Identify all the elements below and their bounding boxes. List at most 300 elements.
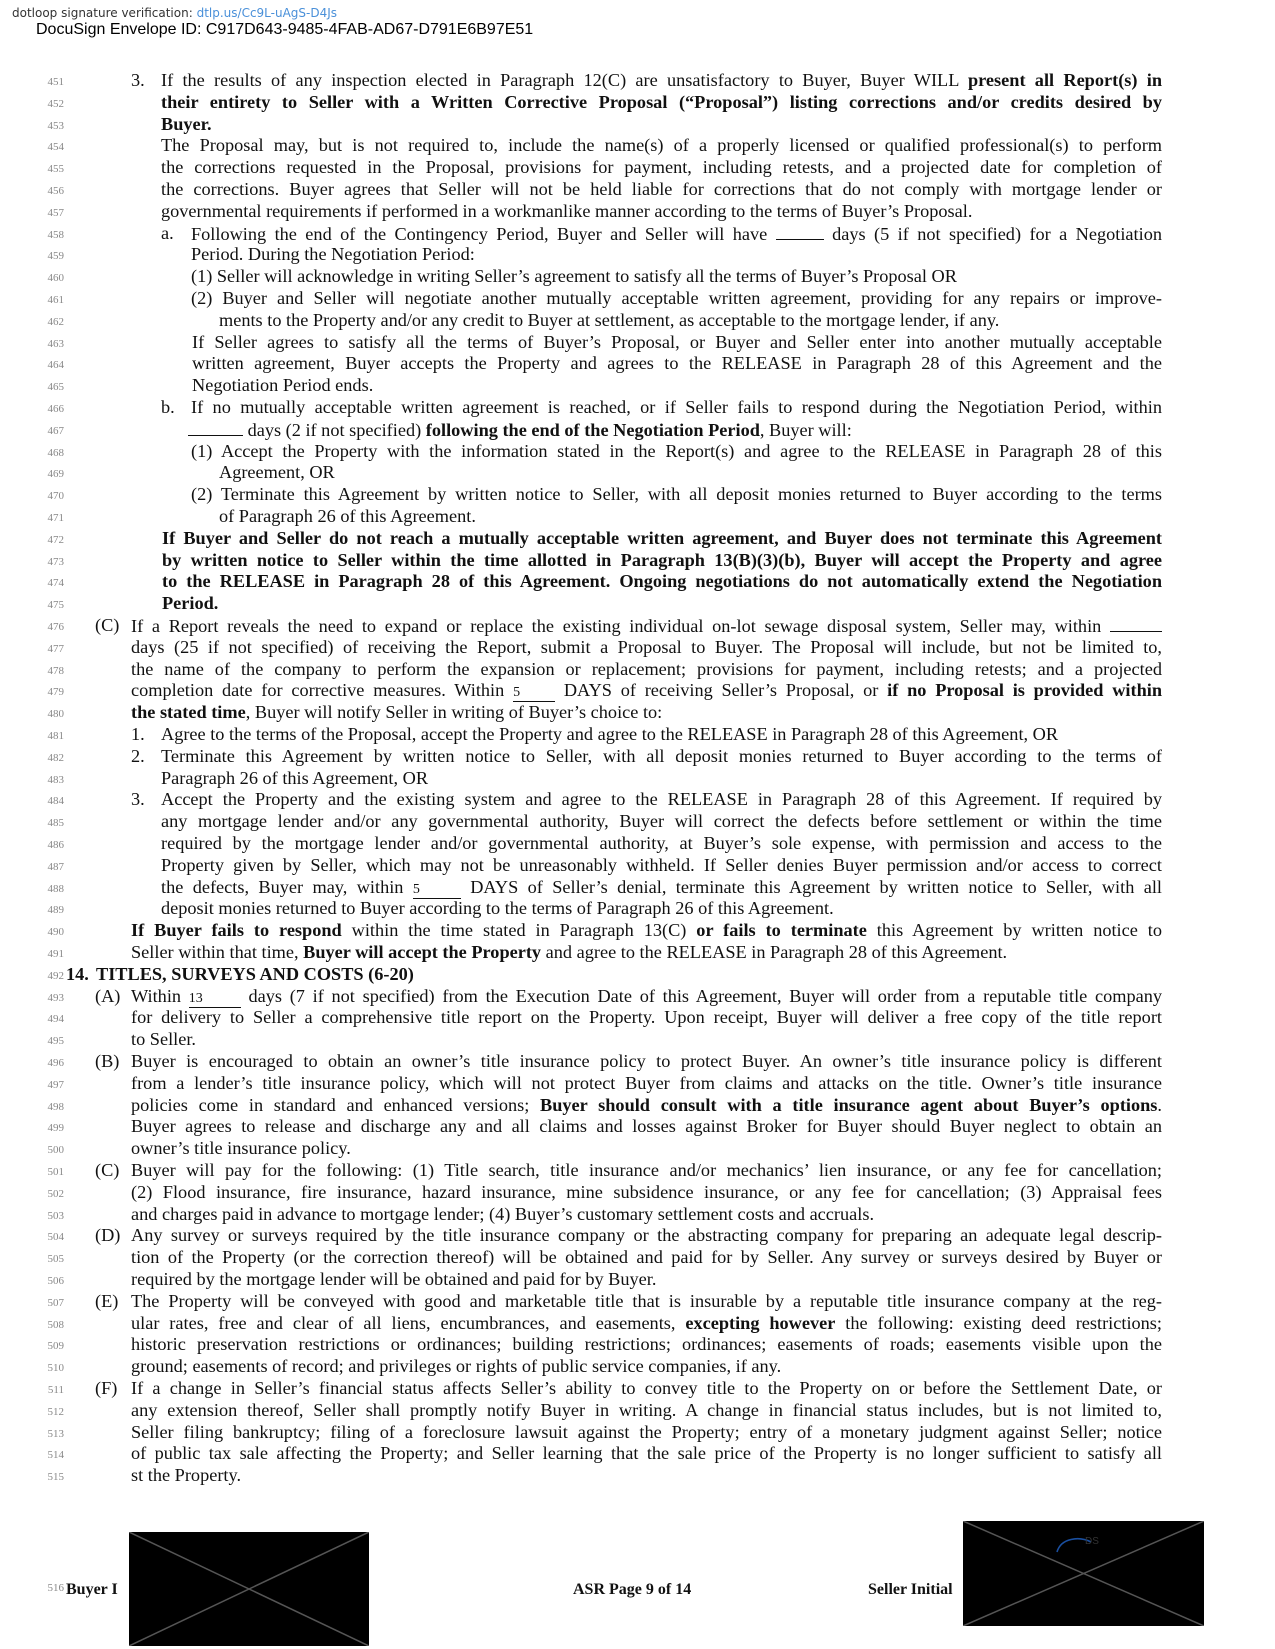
line-text [191,243,475,266]
signature-verification [12,6,337,20]
line-text [161,156,1162,179]
text-line [0,134,1275,157]
clause-label: 3. [131,789,145,810]
text-segment: historic preservation restrictions or ordinances; building restrictions; ordinances; easements of roads; easements visible upon the [131,1334,1162,1355]
text-line [0,1421,1275,1444]
text-segment: If a change in Seller’s financial status affects Seller’s ability to convey title to the Property on or before the Settlement Date, or [131,1378,1162,1398]
text-segment: and agree to the RELEASE in Paragraph 28 of this Agreement. [541,942,1008,962]
text-segment: ments to the Property and/or any credit to Buyer at settlement, as acceptable to the mortgage lender, if any. [219,309,1000,330]
line-number: 459 [47,250,64,263]
text-line [0,1137,1275,1160]
line-number: 504 [47,1231,64,1244]
text-line [0,222,1275,245]
text-segment: Property given by Seller, which may not be unreasonably withheld. If Seller denies Buyer permission and/or access to correct [161,854,1162,875]
text-line [0,265,1275,288]
text-line [0,614,1275,637]
text-segment: Within [131,985,189,1006]
line-number: 462 [47,315,64,328]
text-line [0,1181,1275,1204]
line-text [96,963,414,986]
line-text [161,134,1162,157]
text-line [0,897,1275,920]
text-line [0,309,1275,332]
line-number: 495 [47,1035,64,1048]
line-text [131,1333,1162,1356]
line-number: 500 [47,1144,64,1157]
text-line [0,1377,1275,1400]
text-segment: any mortgage lender and/or any governmental authority, Buyer will correct the defects before settlement or within the time [161,811,1162,832]
text-segment: the name of the company to perform the expansion or replacement; provisions for payment, including retests; and a projected [131,658,1162,679]
bold-text: Buyer should consult with a title insurance agent about Buyer’s options [540,1094,1158,1115]
text-segment: If no mutually acceptable written agreement is reached, or if Seller fails to respond during the Negotiation Period, within [191,397,1162,417]
text-segment: ular rates, free and clear of all liens, encumbrances, and easements, [131,1312,686,1333]
line-number: 479 [47,686,64,699]
text-segment: required by the mortgage lender will be obtained and paid for by Buyer. [131,1269,657,1289]
line-number: 492 [47,969,64,982]
text-segment: (1) Seller will acknowledge in writing Seller’s agreement to satisfy all the terms of Buyer’s Proposal OR [191,266,957,287]
text-segment: to Seller. [131,1029,196,1050]
line-number: 473 [47,555,64,568]
text-segment: the following: existing deed restrictions; [835,1312,1162,1333]
text-line [0,1050,1275,1073]
line-text [191,265,957,288]
text-line [0,1290,1275,1313]
line-number: 508 [47,1318,64,1331]
envelope-id: DocuSign Envelope ID: C917D643-9485-4FAB-AD67-D791E6B97E51 [36,21,534,38]
text-segment: Seller within that time, [131,942,304,962]
line-number: 498 [47,1100,64,1113]
buyer-initials-label: Buyer I [66,1581,118,1598]
line-number: 496 [47,1057,64,1069]
line-number: 477 [47,642,64,655]
bold-text: following the end of the Negotiation Period [425,419,760,440]
line-text [131,1094,1162,1117]
text-line [0,374,1275,397]
line-number: 469 [47,468,64,481]
text-segment: , Buyer will notify Seller in writing of Buyer’s choice to: [245,702,663,723]
line-number: 487 [47,860,64,873]
line-text [192,352,1162,375]
line-number: 467 [47,424,64,437]
text-line [0,1268,1275,1291]
text-segment: written agreement, Buyer accepts the Property and agrees to the RELEASE in Paragraph 28 of this Agreement and the [192,353,1162,374]
text-line [0,876,1275,899]
line-text [191,483,1162,506]
line-number: 456 [47,185,64,197]
text-segment: of public tax sale affecting the Property; and Seller learning that the sale price of the Property is no longer sufficient to satisfy all [131,1443,1162,1464]
text-segment: and charges paid in advance to mortgage lender; (4) Buyer’s customary settlement costs and accruals. [131,1203,875,1224]
text-line [0,418,1275,441]
text-line [0,1006,1275,1029]
text-segment: for delivery to Seller a comprehensive title report on the Property. Upon receipt, Buyer will deliver a free copy of the title report [131,1007,1162,1028]
text-segment: Buyer is encouraged to obtain an owner’s title insurance policy to protect Buyer. An owner’s title insurance policy is different [131,1051,1162,1071]
text-line [0,527,1275,550]
line-text [131,658,1162,681]
text-segment: DAYS of Seller’s denial, terminate this Agreement by written notice to Seller, with all [460,876,1162,897]
line-number: 453 [47,119,64,132]
text-segment: ground; easements of record; and privileges or rights of public service companies, if any. [131,1356,782,1377]
line-number: 470 [47,490,64,503]
line-number: 483 [47,773,64,786]
line-number: 455 [47,163,64,176]
text-segment: tion of the Property (or the correction thereof) will be obtained and paid for by Seller. Any survey or surveys desired by Buyer or [131,1247,1162,1268]
line-text [131,1312,1162,1335]
bold-text: or fails to terminate [696,920,867,941]
line-text [161,876,1162,899]
text-line [0,701,1275,724]
text-line [0,636,1275,659]
line-number: 511 [47,1384,64,1396]
line-number: 497 [47,1078,64,1091]
clause-label: (E) [95,1290,119,1311]
text-segment: Agreement, OR [219,462,335,483]
text-line [0,352,1275,375]
text-segment: Paragraph 26 of this Agreement, OR [161,767,429,788]
line-text [131,1072,1162,1095]
text-line [0,592,1275,615]
line-number: 464 [47,359,64,372]
line-text [131,919,1162,942]
text-segment: governmental requirements if performed in a workmanlike manner according to the terms of Buyer’s Proposal. [161,200,973,221]
text-line [0,1115,1275,1138]
line-text [131,1050,1162,1073]
text-line [0,243,1275,266]
text-segment: policies come in standard and enhanced versions; [131,1094,541,1115]
text-line [0,69,1275,92]
bold-text: to the RELEASE in Paragraph 28 of this Agreement. Ongoing negotiations do not automatically extend the Negotiation [162,571,1162,592]
text-line [0,1355,1275,1378]
verification-label: dotloop signature verification: [12,6,193,20]
line-text [131,1268,656,1291]
line-text [161,788,1162,811]
line-text [131,614,1162,637]
line-number: 489 [47,904,64,917]
line-number: 509 [47,1340,64,1353]
text-line [0,1399,1275,1422]
text-line [0,854,1275,877]
text-segment: If the results of any inspection elected in Paragraph 12(C) are unsatisfactory to Buyer, Buyer WILL [161,70,968,90]
line-number: 506 [47,1275,64,1287]
text-line [0,985,1275,1008]
line-text [219,309,999,332]
text-line [0,1028,1275,1051]
text-segment: required by the mortgage lender and/or governmental authority, at Buyer’s sole expense, with permission and access to the [161,833,1162,853]
text-segment: Following the end of the Contingency Period, Buyer and Seller will have [191,223,776,244]
text-line [0,1464,1275,1487]
text-line [0,788,1275,811]
line-number: 490 [47,926,64,939]
clause-label: (F) [95,1378,118,1398]
line-number: 452 [47,97,64,110]
text-segment: The Proposal may, but is not required to, include the name(s) of a properly licensed or qualified professional(s) to perform [161,135,1162,156]
text-line [0,810,1275,833]
line-number: 507 [47,1296,64,1309]
text-segment: any extension thereof, Seller shall promptly notify Buyer in writing. A change in financial status includes, but is not limited to, [131,1399,1162,1420]
bold-text: their entirety to Seller with a Written Corrective Proposal (“Proposal”) listing corrections and/or credits desired by [161,91,1162,112]
line-number: 475 [47,599,64,612]
text-segment: Seller filing bankruptcy; filing of a foreclosure lawsuit against the Property; entry of a monetary judgment against Seller; notice [131,1421,1162,1442]
line-text [161,745,1162,768]
line-text [161,854,1162,877]
fill-in-blank[interactable] [1110,614,1162,632]
text-segment: Any survey or surveys required by the title insurance company or the abstracting company for preparing an adequate legal descrip- [131,1225,1162,1246]
buyer-initials-redaction [129,1532,369,1646]
line-text [131,1159,1162,1182]
page-label: ASR Page 9 of 14 [573,1581,692,1598]
line-text [162,549,1162,572]
line-number: 476 [47,621,64,633]
line-text [191,222,1162,245]
line-number: 460 [47,272,64,285]
verification-link[interactable]: dtlp.us/Cc9L-uAgS-D4Js [196,6,338,20]
text-segment: within the time stated in Paragraph 13(C) [341,920,697,941]
clause-label: (C) [95,615,120,635]
text-segment: days (5 if not specified) for a Negotiation [823,223,1162,244]
line-number: 474 [47,577,64,590]
line-text [219,505,476,528]
text-segment: Accept the Property and the existing system and agree to the RELEASE in Paragraph 28 of this Agreement. If required by [161,789,1162,810]
line-text [191,440,1162,463]
line-number: 484 [47,795,64,808]
text-line [0,549,1275,572]
line-text [131,1421,1162,1444]
clause-label: b. [161,397,175,417]
text-line [0,287,1275,310]
line-text [162,527,1162,550]
bold-text: if no Proposal is provided within [887,680,1162,701]
line-text [191,396,1162,419]
text-line [0,1312,1275,1335]
footer-line-number: 516 [47,1582,64,1594]
text-line [0,156,1275,179]
line-number: 463 [47,337,64,350]
bold-text: Buyer. [161,113,212,134]
clause-label: 2. [131,745,145,766]
line-text [161,91,1162,114]
line-text [131,1355,781,1378]
text-segment: this Agreement by written notice to [866,920,1162,941]
line-number: 503 [47,1209,64,1222]
line-text [161,897,834,920]
text-line [0,178,1275,201]
text-segment: of Paragraph 26 of this Agreement. [219,506,476,526]
line-number: 499 [47,1122,64,1135]
clause-label: a. [161,222,174,243]
line-text [131,1028,196,1051]
line-number: 472 [47,533,64,546]
line-number: 505 [47,1253,64,1266]
line-number: 486 [47,839,64,851]
bold-text: If Buyer fails to respond [131,920,342,941]
bold-text: by written notice to Seller within the time allotted in Paragraph 13(B)(3)(b), Buyer will accept the Property and agree [162,549,1162,570]
text-line [0,745,1275,768]
line-number: 471 [47,512,64,524]
line-text [131,941,1007,964]
line-text [131,1203,874,1226]
text-line [0,919,1275,942]
bold-text: Period. [162,593,219,614]
text-line [0,461,1275,484]
text-segment: st the Property. [131,1465,242,1486]
line-text [131,636,1162,659]
text-line [0,91,1275,114]
line-number: 512 [47,1405,64,1418]
text-line [0,200,1275,223]
clause-label: 3. [131,70,145,90]
text-line [0,767,1275,790]
clause-label: 1. [131,724,145,744]
text-line [0,570,1275,593]
text-segment: Buyer agrees to release and discharge any and all claims and losses against Broker for Buyer should Buyer neglect to obtain an [131,1116,1162,1137]
text-segment: the corrections. Buyer agrees that Seller will not be held liable for corrections that do not comply with mortgage lender or [161,179,1162,199]
text-segment: (2) Terminate this Agreement by written notice to Seller, with all deposit monies returned to Buyer according to the terms [191,484,1162,505]
text-segment: Agree to the terms of the Proposal, accept the Property and agree to the RELEASE in Paragraph 28 of this Agreement, OR [161,724,1059,744]
line-number: 481 [47,730,64,742]
text-line [0,963,1275,986]
text-segment: the defects, Buyer may, within [161,876,413,897]
line-text [131,1006,1162,1029]
line-number: 513 [47,1427,64,1440]
text-line [0,505,1275,528]
text-segment: (1) Accept the Property with the information stated in the Report(s) and agree to the RELEASE in Paragraph 28 of this [191,440,1162,461]
line-text [161,723,1058,746]
line-text [161,69,1162,92]
bold-text: present all Report(s) in [967,70,1162,90]
text-segment: If Seller agrees to satisfy all the terms of Buyer’s Proposal, or Buyer and Seller enter into another mutually acceptable [192,331,1162,352]
line-number: 515 [47,1471,64,1484]
text-segment: deposit monies returned to Buyer according to the terms of Paragraph 26 of this Agreement. [161,898,834,919]
text-segment: from a lender’s title insurance policy, which will not protect Buyer from claims and attacks on the title. Owner’s title insurance [131,1072,1162,1093]
line-number: 458 [47,228,64,241]
text-segment: days (7 if not specified) from the Execution Date of this Agreement, Buyer will order from a reputable title company [240,985,1162,1006]
line-text [161,767,428,790]
line-number: 478 [47,664,64,677]
line-number: 485 [47,817,64,830]
text-segment: (2) Flood insurance, fire insurance, hazard insurance, mine subsidence insurance, or any fee for cancellation; (3) Appraisal fees [131,1181,1162,1202]
text-line [0,483,1275,506]
text-line [0,331,1275,354]
line-text [192,331,1162,354]
text-segment: (2) Buyer and Seller will negotiate another mutually acceptable written agreement, providing for any repairs or improve- [191,288,1162,308]
bold-text: excepting however [685,1312,836,1333]
clause-label: (D) [95,1225,121,1246]
clause-label: (A) [95,985,121,1006]
text-segment: Buyer will pay for the following: (1) Title search, title insurance and/or mechanics’ lien insurance, or any fee for cancellation; [131,1160,1162,1180]
line-number: 482 [47,751,64,764]
line-number: 461 [47,294,64,306]
fill-in-blank[interactable]: 5 [513,684,555,702]
fill-in-blank[interactable] [776,222,824,240]
text-line [0,832,1275,855]
line-number: 502 [47,1187,64,1200]
text-line [0,440,1275,463]
clause-label: (B) [95,1051,120,1071]
text-segment: completion date for corrective measures. Within [131,680,514,701]
text-line [0,1246,1275,1269]
text-segment: Terminate this Agreement by written notice to Seller, with all deposit monies returned to Buyer according to the terms of [161,745,1162,766]
line-text [161,810,1162,833]
line-text [192,374,373,397]
line-text [131,1137,351,1160]
line-number: 514 [47,1449,64,1462]
text-line [0,1072,1275,1095]
text-segment: Negotiation Period ends. [192,375,374,396]
text-line [0,1333,1275,1356]
text-segment: days (2 if not specified) [243,419,426,440]
text-line [0,658,1275,681]
text-line [0,1094,1275,1117]
text-segment: The Property will be conveyed with good and marketable title that is insurable by a reputable title insurance company at the reg- [131,1290,1162,1311]
text-line [0,1203,1275,1226]
text-segment: . [1157,1094,1162,1115]
fill-in-blank[interactable]: 5 [413,881,461,899]
text-line [0,723,1275,746]
text-segment: If a Report reveals the need to expand or replace the existing individual on-lot sewage disposal system, Seller may, within [131,616,1110,636]
text-line [0,941,1275,964]
docusign-initial-mark [1055,1532,1107,1554]
line-number: 488 [47,882,64,895]
line-text [131,1290,1162,1313]
line-text [131,701,662,724]
line-text [131,1399,1162,1422]
clause-label: 14. [66,963,89,984]
line-text [162,592,218,615]
line-text [161,200,972,223]
text-line [0,113,1275,136]
line-text [131,1464,241,1487]
fill-in-blank[interactable] [188,418,243,436]
line-number: 493 [47,991,64,1004]
line-text [131,1224,1162,1247]
line-number: 465 [47,381,64,394]
text-segment: the corrections requested in the Proposal, provisions for payment, including retests, and a projected date for completion of [161,157,1162,178]
fill-in-blank[interactable]: 13 [189,990,241,1008]
seller-initials-label: Seller Initial [868,1581,953,1598]
text-line [0,1224,1275,1247]
text-line [0,396,1275,419]
line-text [131,1442,1162,1465]
text-line [0,1159,1275,1182]
line-text [162,570,1162,593]
clause-label: (C) [95,1160,120,1180]
bold-text: Buyer will accept the Property [303,942,542,962]
line-number: 451 [47,76,64,88]
bold-text: TITLES, SURVEYS AND COSTS (6-20) [96,963,414,984]
text-segment: , Buyer will: [759,419,852,440]
line-number: 457 [47,206,64,219]
line-text [131,679,1162,702]
line-text [161,178,1162,201]
line-text [161,832,1162,855]
line-text [131,1181,1162,1204]
line-number: 468 [47,446,64,459]
line-text [131,985,1162,1008]
text-line [0,1442,1275,1465]
line-number: 480 [47,708,64,721]
bold-text: If Buyer and Seller do not reach a mutually acceptable written agreement, and Buyer does not terminate this Agreement [162,527,1162,548]
text-segment: DAYS of receiving Seller’s Proposal, or [555,680,888,701]
text-segment: owner’s title insurance policy. [131,1138,351,1159]
line-number: 501 [47,1166,64,1178]
line-number: 491 [47,948,64,960]
line-number: 454 [47,141,64,154]
text-segment: Period. During the Negotiation Period: [191,244,475,265]
text-segment: days (25 if not specified) of receiving the Report, submit a Proposal to Buyer. The Proposal will include, but not be limited to, [131,636,1162,657]
ds-mark-label: DS [1085,1536,1099,1547]
line-text [131,1246,1162,1269]
line-text [161,113,212,136]
line-text [191,287,1162,310]
